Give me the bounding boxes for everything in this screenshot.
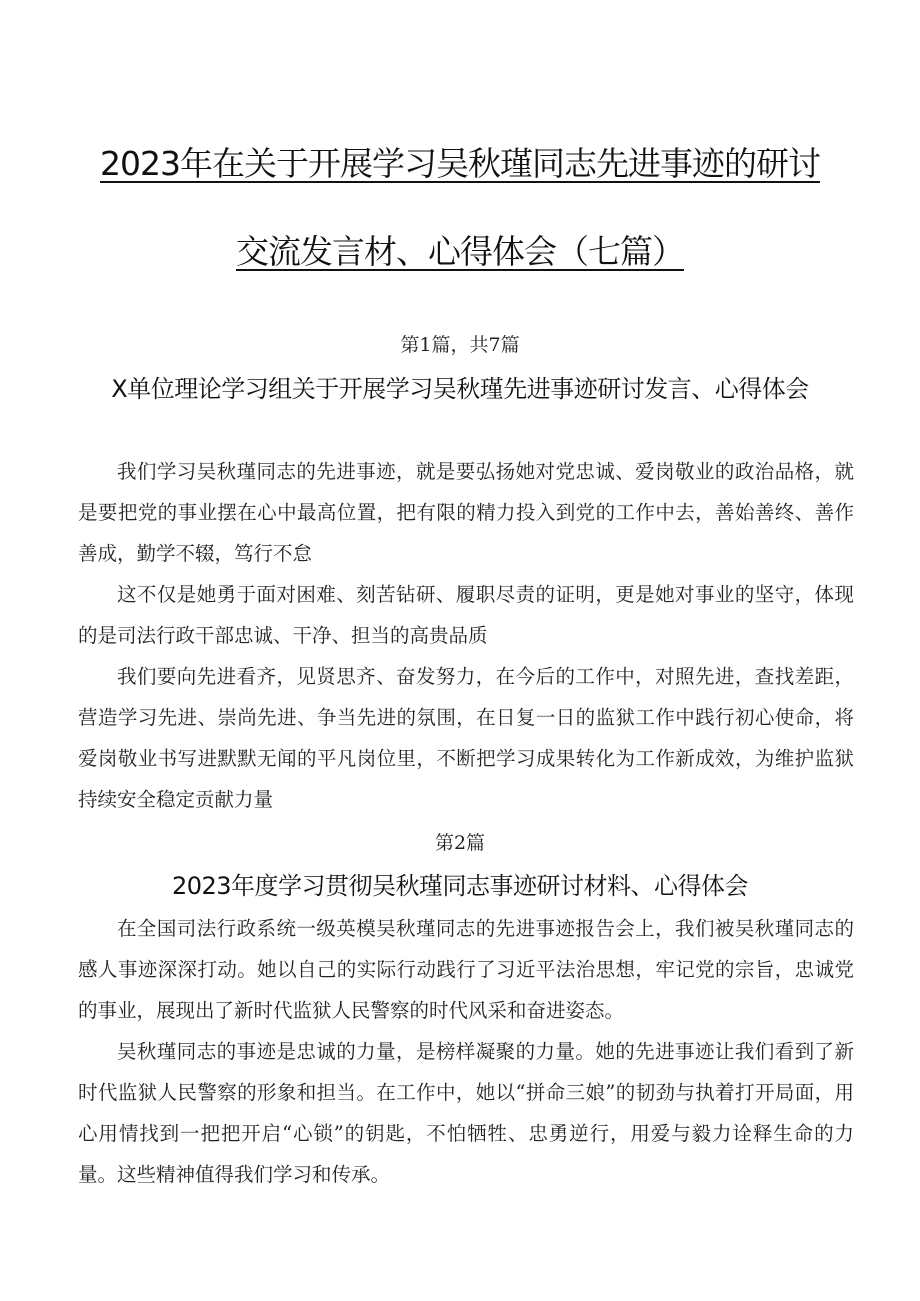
section-2-paragraph-2: 吴秋瑾同志的事迹是忠诚的力量，是榜样凝聚的力量。她的先进事迹让我们看到了新时代监狱人民警察的形象和担当。在工作中，她以“拼命三娘”的韧劲与执着打开局面，用心用情找到一把把开启“心锁”的钥匙，不怕牺牲、忠勇逆行，用爱与毅力诠释生命的力量。这些精神值得我们学习和传承。 (78, 1040, 854, 1186)
section-1-label: 第1篇，共7篇 (400, 334, 520, 356)
section-2-label: 第2篇 (434, 832, 486, 854)
document-title-line-2 (60, 226, 860, 273)
section-1-heading: X单位理论学习组关于开展学习吴秋瑾先进事迹研讨发言、心得体会 (111, 375, 809, 403)
section-1-paragraph-1: 我们学习吴秋瑾同志的先进事迹，就是要弘扬她对党忠诚、爱岗敬业的政治品格，就是要把党的事业摆在心中最高位置，把有限的精力投入到党的工作中去，善始善终、善作善成，勤学不辍，笃行不怠 (78, 460, 854, 565)
section-1-paragraph-2: 这不仅是她勇于面对困难、刻苦钻研、履职尽责的证明，更是她对事业的坚守，体现的是司法行政干部忠诚、干净、担当的高贵品质 (78, 583, 854, 647)
section-1-paragraph-3: 我们要向先进看齐，见贤思齐、奋发努力，在今后的工作中，对照先进，查找差距，营造学习先进、崇尚先进、争当先进的氛围，在日复一日的监狱工作中践行初心使命，将爱岗敬业书写进默默无闻的平凡岗位里，不断把学习成果转化为工作新成效，为维护监狱持续安全稳定贡献力量 (78, 665, 854, 811)
document-title-line-1 (60, 138, 860, 185)
document-title-line-2-text: 交流发言材、心得体会（七篇） (236, 232, 684, 271)
document-title-line-1-text: 2023年在关于开展学习吴秋瑾同志先进事迹的研讨 (100, 144, 820, 183)
section-2-heading: 2023年度学习贯彻吴秋瑾同志事迹研讨材料、心得体会 (171, 872, 749, 900)
section-2-paragraph-1: 在全国司法行政系统一级英模吴秋瑾同志的先进事迹报告会上，我们被吴秋瑾同志的感人事迹深深打动。她以自己的实际行动践行了习近平法治思想，牢记党的宗旨，忠诚党的事业，展现出了新时代监狱人民警察的时代风采和奋进姿态。 (78, 917, 854, 1022)
